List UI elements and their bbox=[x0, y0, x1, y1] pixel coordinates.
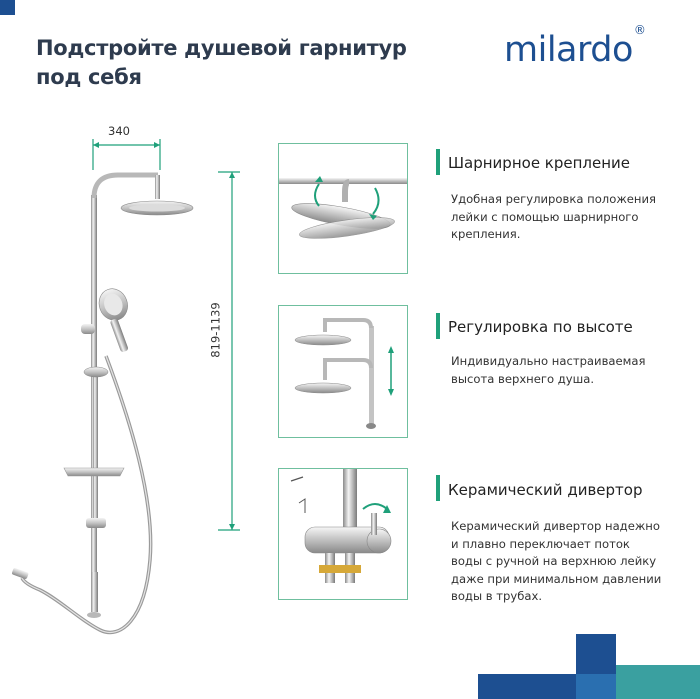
feature-description-line: воды в трубах. bbox=[451, 589, 543, 603]
corner-decoration bbox=[616, 665, 700, 699]
width-dimension-line bbox=[93, 139, 160, 170]
feature-title-diverter: Керамический дивертор bbox=[448, 481, 643, 499]
height-dimension-label: 819-1139 bbox=[208, 302, 223, 358]
feature-image-diverter bbox=[278, 468, 408, 600]
page-title bbox=[36, 34, 456, 92]
feature-image-hinge bbox=[278, 143, 408, 274]
feature-description-line: крепления. bbox=[451, 227, 521, 241]
brand-logo bbox=[504, 23, 646, 70]
feature-description-line: Индивидуально настраиваемая bbox=[451, 354, 646, 368]
feature-description-line: и плавно переключает поток bbox=[451, 536, 630, 551]
feature-description-line: воды с ручной на верхнюю лейку bbox=[451, 554, 657, 568]
feature-title-hinge: Шарнирное крепление bbox=[448, 154, 631, 172]
registered-mark: ® bbox=[633, 23, 646, 38]
feature-accent-bar bbox=[436, 475, 440, 501]
width-dimension-label: 340 bbox=[108, 124, 130, 138]
feature-description-line: Удобная регулировка положения bbox=[451, 192, 656, 206]
feature-description-line: лейки с помощью шарнирного bbox=[451, 209, 639, 224]
feature-description-hinge bbox=[451, 191, 691, 244]
feature-title-height: Регулировка по высоте bbox=[448, 318, 633, 336]
feature-description-height bbox=[451, 353, 691, 388]
corner-decoration bbox=[0, 0, 15, 15]
feature-description-line: Керамический дивертор надежно bbox=[451, 519, 660, 533]
corner-decoration bbox=[576, 634, 616, 674]
page-title-line-2: под себя bbox=[36, 65, 142, 89]
shower-set-illustration bbox=[0, 120, 270, 660]
feature-accent-bar bbox=[436, 313, 440, 339]
feature-accent-bar bbox=[436, 149, 440, 175]
brand-name: milardo bbox=[504, 30, 633, 70]
corner-decoration bbox=[478, 674, 576, 699]
feature-image-height bbox=[278, 305, 408, 438]
feature-description-line: даже при минимальном давлении bbox=[451, 571, 662, 586]
feature-description-diverter bbox=[451, 518, 691, 606]
feature-description-line: высота верхнего душа. bbox=[451, 371, 595, 386]
corner-decoration bbox=[576, 674, 616, 699]
page-title-line-1: Подстройте душевой гарнитур bbox=[36, 36, 407, 60]
